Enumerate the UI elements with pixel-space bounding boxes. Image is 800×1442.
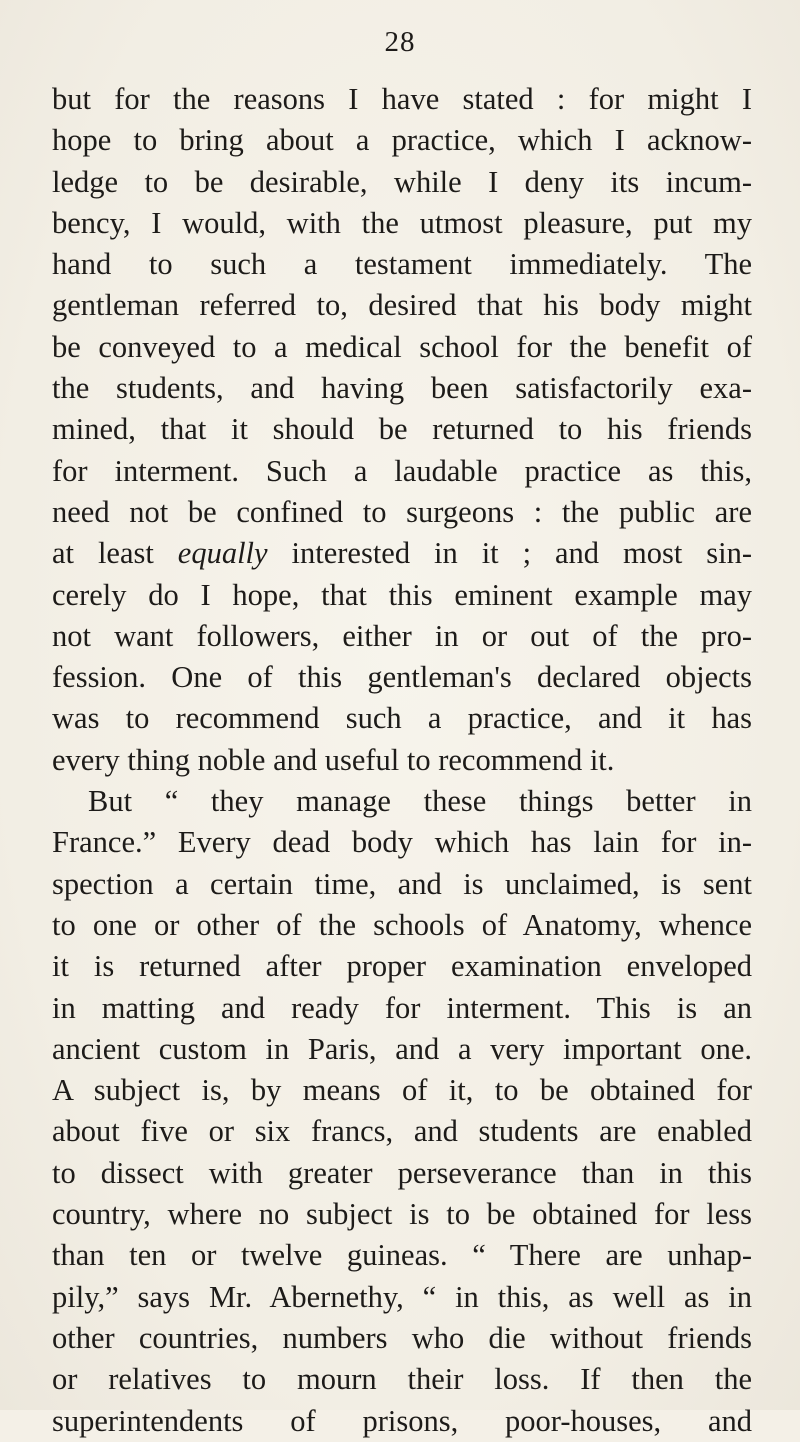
text-line: A subject is, by means of it, to be obtained for <box>52 1073 752 1108</box>
body-text <box>52 79 752 1442</box>
text-line: ledge to be desirable, while I deny its incum- <box>52 164 752 199</box>
line-segment: at least <box>52 536 178 571</box>
text-line: pily,” says Mr. Abernethy, “ in this, as well as in <box>52 1279 752 1314</box>
text-line: ancient custom in Paris, and a very important one. <box>52 1031 752 1066</box>
text-line: country, where no subject is to be obtained for less <box>52 1197 752 1232</box>
text-line: to dissect with greater perseverance than in this <box>52 1155 752 1190</box>
text-line: the students, and having been satisfactorily exa- <box>52 371 752 406</box>
text-line: hand to such a testament immediately. The <box>52 247 752 282</box>
text-line: France.” Every dead body which has lain for in- <box>52 825 752 860</box>
text-line: it is returned after proper examination enveloped <box>52 949 752 984</box>
text-line: other countries, numbers who die without friends <box>52 1320 752 1355</box>
text-line: gentleman referred to, desired that his body might <box>52 288 752 323</box>
text-line: in matting and ready for interment. This is an <box>52 990 752 1025</box>
text-line: spection a certain time, and is unclaimed, is sent <box>52 866 752 901</box>
emphasized-word: equally <box>177 536 268 571</box>
text-line: or relatives to mourn their loss. If then the <box>52 1362 752 1397</box>
text-line: mined, that it should be returned to his friends <box>52 412 752 447</box>
text-line: cerely do I hope, that this eminent example may <box>52 577 752 612</box>
text-line: for interment. Such a laudable practice as this, <box>52 453 752 488</box>
text-line: not want followers, either in or out of the pro- <box>52 618 752 653</box>
text-line: was to recommend such a practice, and it has <box>52 701 752 736</box>
text-line: about five or six francs, and students are enabled <box>52 1114 752 1149</box>
text-line-paragraph-start: But “ they manage these things better in <box>88 784 752 819</box>
text-line: bency, I would, with the utmost pleasure, put my <box>52 205 752 240</box>
text-line: need not be confined to surgeons : the public are <box>52 494 752 529</box>
text-line: hope to bring about a practice, which I acknow- <box>52 123 752 158</box>
text-line: but for the reasons I have stated : for might I <box>52 82 752 116</box>
text-line: every thing noble and useful to recommend it. <box>52 742 615 777</box>
text-line-with-emphasis <box>52 533 752 574</box>
text-line: superintendents of prisons, poor-houses, and <box>52 1403 752 1438</box>
text-line: be conveyed to a medical school for the benefit of <box>52 329 752 364</box>
page-number: 28 <box>384 26 416 58</box>
text-line: than ten or twelve guineas. “ There are unhap- <box>52 1238 752 1273</box>
line-segment: interested in it ; and most sin- <box>267 536 752 571</box>
text-line: fession. One of this gentleman's declared objects <box>52 660 752 695</box>
text-line: to one or other of the schools of Anatomy, whence <box>52 907 752 942</box>
